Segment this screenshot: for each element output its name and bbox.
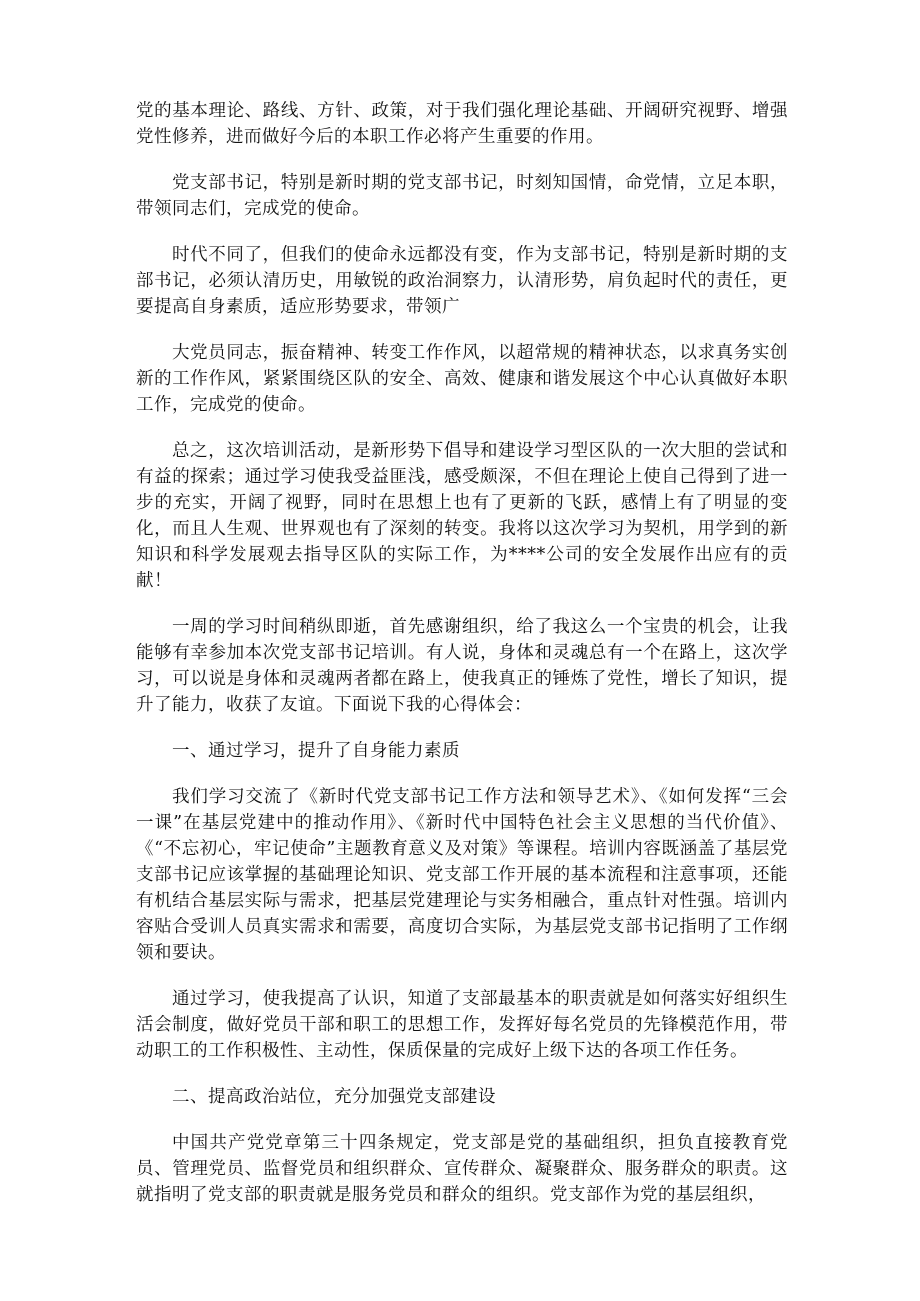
document-page [136, 98, 788, 1228]
paragraph: 我们学习交流了《新时代党支部书记工作方法和领导艺术》、《如何发挥“三会一课”在基层党建中的推动作用》、《新时代中国特色社会主义思想的当代价值》、《“不忘初心，牢记使命”主题教育意义及对策》等课程。培训内容既涵盖了基层党支部书记应该掌握的基础理论知识、党支部工作开展的基本流程和注意事项，还能有机结合基层实际与需求，把基层党建理论与实务相融合，重点针对性强。培训内容贴合受训人员真实需求和需要，高度切合实际，为基层党支部书记指明了工作纲领和要诀。 [136, 787, 788, 963]
paragraph: 一周的学习时间稍纵即逝，首先感谢组织，给了我这么一个宝贵的机会，让我能够有幸参加本次党支部书记培训。有人说，身体和灵魂总有一个在路上，这次学习，可以说是身体和灵魂两者都在路上，使我真正的锤炼了党性，增长了知识，提升了能力，收获了友谊。下面说下我的心得体会： [136, 617, 788, 715]
section-heading-2: 二、提高政治站位，充分加强党支部建设 [172, 1087, 496, 1107]
section-heading-1: 一、通过学习，提升了自身能力素质 [172, 741, 460, 761]
paragraph: 通过学习，使我提高了认识，知道了支部最基本的职责就是如何落实好组织生活会制度，做好党员干部和职工的思想工作，发挥好每名党员的先锋模范作用，带动职工的工作积极性、主动性，保质保量的完成好上级下达的各项工作任务。 [136, 989, 788, 1061]
paragraph: 中国共产党党章第三十四条规定，党支部是党的基础组织，担负直接教育党员、管理党员、监督党员和组织群众、宣传群众、凝聚群众、服务群众的职责。这就指明了党支部的职责就是服务党员和群众的组织。党支部作为党的基层组织， [136, 1133, 788, 1205]
paragraph: 大党员同志，振奋精神、转变工作作风，以超常规的精神状态，以求真务实创新的工作作风，紧紧围绕区队的安全、高效、健康和谐发展这个中心认真做好本职工作，完成党的使命。 [136, 343, 788, 415]
paragraph: 总之，这次培训活动，是新形势下倡导和建设学习型区队的一次大胆的尝试和有益的探索；通过学习使我受益匪浅，感受颇深，不但在理论上使自己得到了进一步的充实，开阔了视野，同时在思想上也有了更新的飞跃，感情上有了明显的变化，而且人生观、世界观也有了深刻的转变。我将以这次学习为契机，用学到的新知识和科学发展观去指导区队的实际工作，为****公司的安全发展作出应有的贡献！ [136, 441, 788, 591]
paragraph-continuation: 党的基本理论、路线、方针、政策，对于我们强化理论基础、开阔研究视野、增强党性修养，进而做好今后的本职工作必将产生重要的作用。 [136, 101, 788, 147]
paragraph: 党支部书记，特别是新时期的党支部书记，时刻知国情，命党情，立足本职，带领同志们，完成党的使命。 [136, 173, 788, 219]
paragraph: 时代不同了，但我们的使命永远都没有变，作为支部书记，特别是新时期的支部书记，必须认清历史，用敏锐的政治洞察力，认清形势，肩负起时代的责任，更要提高自身素质，适应形势要求，带领广 [136, 245, 788, 317]
